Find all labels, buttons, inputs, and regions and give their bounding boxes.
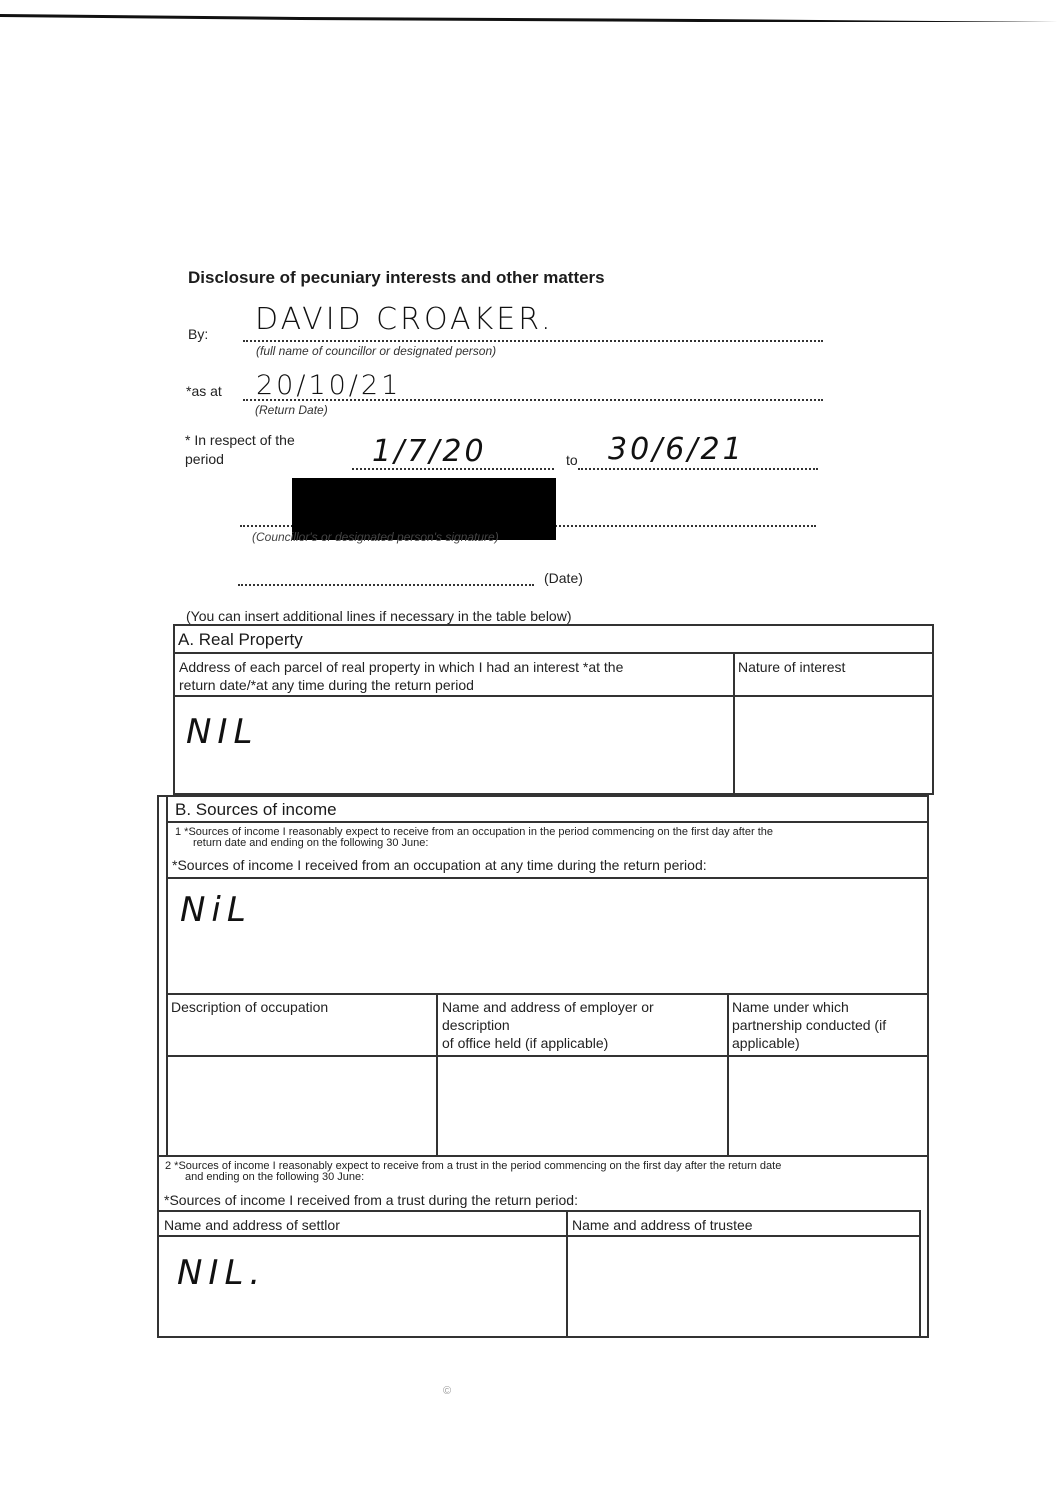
divider	[173, 695, 934, 697]
form-title: Disclosure of pecuniary interests and other matters	[188, 268, 605, 287]
divider	[157, 1210, 921, 1212]
partnership-header-line: partnership conducted (if	[732, 1017, 887, 1033]
trust-entry: NIL.	[177, 1253, 267, 1293]
signature-caption: (Councillor's or designated person's signature)	[252, 530, 499, 544]
divider	[733, 652, 735, 795]
period-to-value: 30/6/21	[608, 432, 745, 467]
divider	[919, 1210, 921, 1338]
divider	[436, 993, 438, 1155]
section-a-title: A. Real Property	[178, 630, 303, 649]
partnership-header	[732, 998, 886, 1052]
divider	[166, 877, 929, 879]
date-line	[238, 584, 534, 586]
insert-lines-note: (You can insert additional lines if necessary in the table below)	[186, 608, 572, 624]
divider	[166, 1055, 929, 1057]
employer-header	[442, 998, 654, 1052]
trustee-header: Name and address of trustee	[572, 1217, 753, 1233]
by-label: By:	[188, 326, 209, 342]
address-header-line: Address of each parcel of real property in which I had an interest *at the	[179, 659, 624, 675]
by-caption: (full name of councillor or designated person)	[256, 344, 497, 358]
date-label: (Date)	[544, 570, 583, 586]
employer-header-line: description	[442, 1017, 510, 1033]
period-from-line	[352, 468, 554, 470]
occupation-intro-line: 1 *Sources of income I reasonably expect to receive from an occupation in the period commencing on the first day after the	[175, 826, 773, 838]
real-property-entry: NIL	[186, 712, 259, 752]
page-mark: ©	[443, 1385, 452, 1397]
trust-received-label: *Sources of income I received from a trust during the return period:	[164, 1192, 578, 1208]
return-date-value: 20/10/21	[256, 370, 402, 401]
section-b-title: B. Sources of income	[175, 800, 337, 819]
settlor-header: Name and address of settlor	[164, 1217, 340, 1233]
trust-intro-line: 2 *Sources of income I reasonably expect to receive from a trust in the period commencing on the first day after the return date	[165, 1160, 782, 1172]
occupation-intro-line: return date and ending on the following 30 June:	[193, 837, 429, 849]
return-date-caption: (Return Date)	[255, 403, 328, 417]
partnership-header-line: Name under which	[732, 999, 849, 1015]
employer-header-line: Name and address of employer or	[442, 999, 654, 1015]
employer-header-line: of office held (if applicable)	[442, 1035, 609, 1051]
period-to-line	[578, 468, 818, 470]
period-from-value: 1/7/20	[372, 434, 487, 469]
as-at-label: *as at	[186, 383, 222, 399]
period-label-line2: period	[185, 451, 224, 467]
divider	[157, 1235, 921, 1237]
trust-intro-line: and ending on the following 30 June:	[185, 1171, 365, 1183]
divider	[173, 652, 934, 654]
divider	[157, 1155, 929, 1157]
return-date-line	[243, 399, 823, 401]
nature-of-interest-header: Nature of interest	[738, 659, 846, 675]
divider	[166, 795, 168, 1155]
occupation-received-label: *Sources of income I received from an occupation at any time during the return period:	[172, 857, 707, 873]
address-header-line: return date/*at any time during the return period	[179, 677, 474, 693]
scan-edge-bar	[0, 10, 1058, 22]
occupation-entry: NiL	[180, 890, 252, 930]
divider	[166, 821, 929, 823]
occupation-description-header: Description of occupation	[171, 999, 329, 1015]
period-label-line1: * In respect of the	[185, 432, 295, 448]
divider	[727, 993, 729, 1155]
period-to-label: to	[566, 452, 578, 468]
divider	[166, 993, 929, 995]
by-name-value: DAVID CROAKER.	[255, 302, 554, 337]
trust-intro	[165, 1161, 781, 1183]
divider	[566, 1210, 568, 1338]
partnership-header-line: applicable)	[732, 1035, 800, 1051]
occupation-intro	[175, 827, 773, 849]
real-property-address-header	[179, 658, 623, 694]
by-line	[243, 340, 823, 342]
